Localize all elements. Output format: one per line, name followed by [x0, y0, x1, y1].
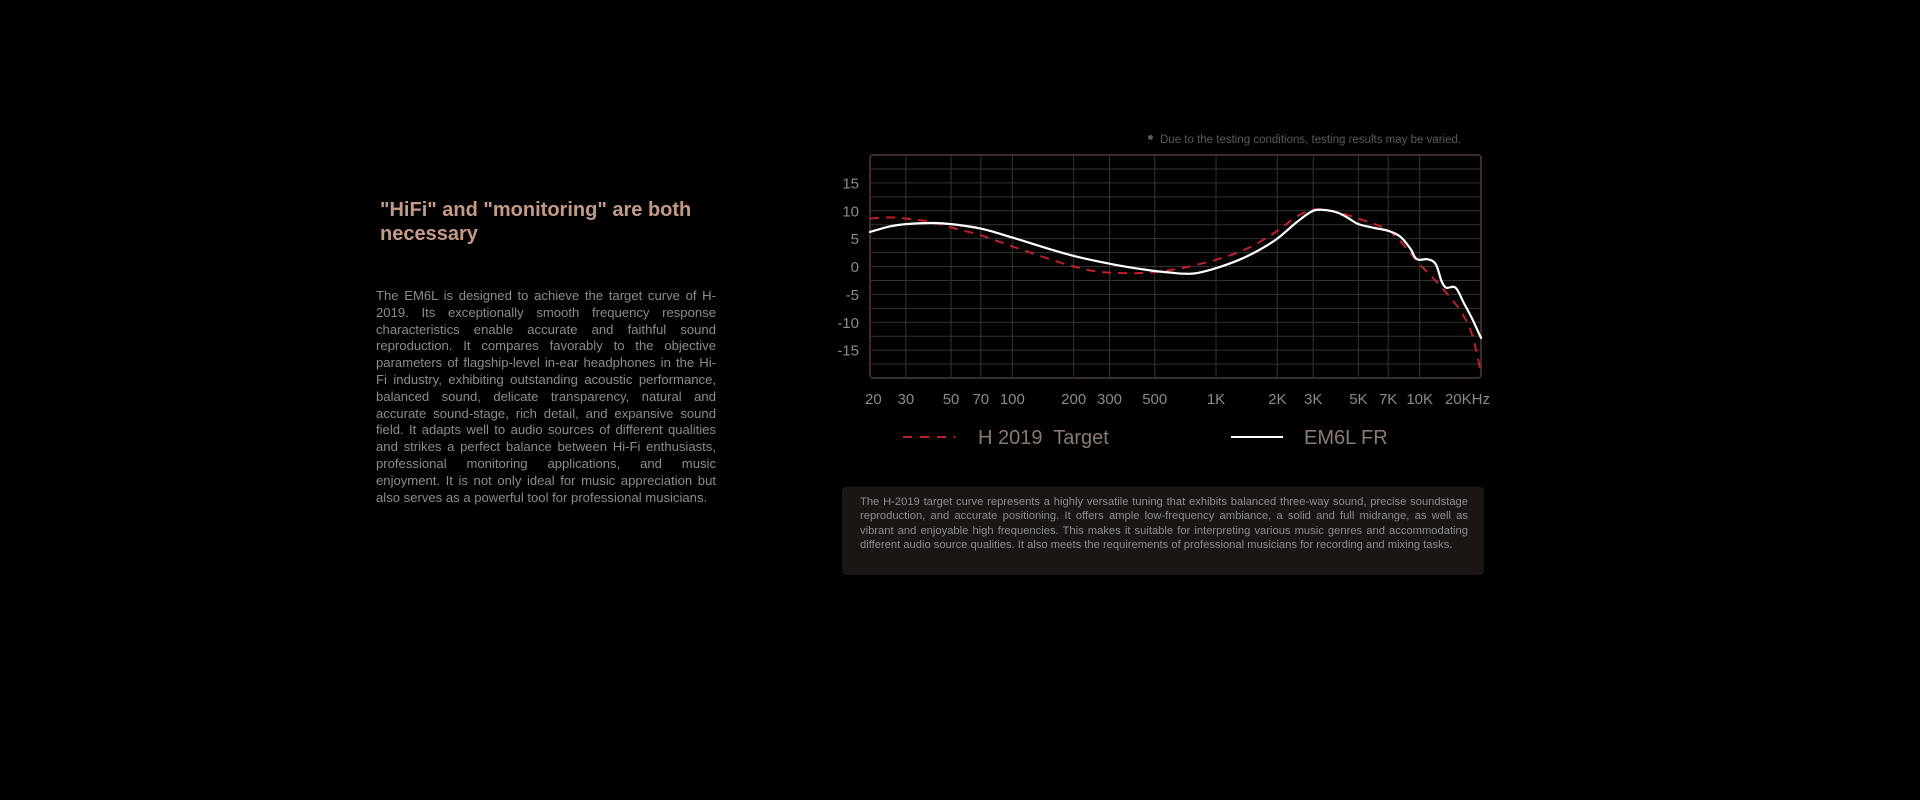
chart-grid: [870, 155, 1481, 378]
intro-section: [376, 198, 716, 506]
section-headline: "HiFi" and "monitoring" are both necessary: [380, 199, 692, 245]
x-tick-label: 10K: [1406, 391, 1434, 408]
y-tick-label: -15: [837, 342, 859, 360]
y-tick-label: 0: [850, 259, 859, 276]
x-tick-labels: [865, 391, 1490, 408]
em6l-fr-line: [870, 210, 1481, 338]
x-tick-label: 500: [1142, 391, 1168, 408]
x-tick-label: 20KHz: [1444, 391, 1490, 408]
target-curve-caption-box: [842, 487, 1484, 575]
product-description: The EM6L is designed to achieve the target curve of H-2019. Its exceptionally smooth frequency response characteristics enable accurate and faithful sound reproduction. It compares favorably to the objective parameters of flagship-level in-ear headphones in the Hi-Fi industry, exhibiting outstanding acoustic performance, balanced sound, delicate transparency, natural and accurate sound-stage, rich detail, and expansive sound field. It adapts well to audio sources of different qualities and strikes a perfect balance between Hi-Fi enthusiasts, professional monitoring applications, and music enjoyment. It is not only ideal for music appreciation but also serves as a powerful tool for professional musicians.: [376, 288, 716, 505]
legend-label-fr: EM6L FR: [1304, 427, 1388, 449]
target-curve-caption: The H-2019 target curve represents a highly versatile tuning that exhibits balanced three-way sound, precise soundstage reproduction, and accurate positioning. It offers ample low-frequency ambiance, a solid and full midrange, as well as vibrant and enjoyable high frequencies. This makes it suitable for interpreting various music genres and accommodating different audio source qualities. It also meets the requirements of professional musicians for recording and mixing tasks.: [860, 496, 1468, 552]
chart-legend: [903, 427, 1388, 449]
y-tick-label: -5: [845, 286, 859, 304]
y-tick-label: 5: [850, 231, 859, 249]
y-tick-label: 10: [842, 203, 859, 221]
x-tick-label: 200: [1061, 391, 1087, 408]
x-tick-label: 3K: [1304, 391, 1323, 408]
x-tick-label: 7K: [1378, 391, 1398, 408]
h2019-target-line: [870, 209, 1481, 372]
x-tick-label: 2K: [1268, 391, 1287, 408]
testing-disclaimer: [1148, 134, 1461, 146]
y-tick-labels: [837, 175, 859, 359]
frequency-response-chart: [830, 150, 1500, 460]
testing-disclaimer-text: Due to the testing conditions, testing results may be varied.: [1160, 134, 1462, 146]
legend-label-target: H 2019 Target: [978, 427, 1109, 449]
x-tick-label: 100: [999, 391, 1025, 408]
x-tick-label: 20: [865, 391, 882, 408]
y-tick-label: -10: [837, 314, 859, 332]
x-tick-label: 5K: [1349, 391, 1368, 408]
series-lines: [870, 209, 1481, 372]
bullet-dot-icon: [1148, 135, 1153, 140]
x-tick-label: 50: [942, 391, 960, 408]
x-tick-label: 1K: [1206, 391, 1226, 408]
x-tick-label: 300: [1097, 391, 1123, 408]
y-tick-label: 15: [842, 175, 859, 193]
x-tick-label: 70: [972, 391, 990, 408]
x-tick-label: 30: [897, 391, 915, 408]
